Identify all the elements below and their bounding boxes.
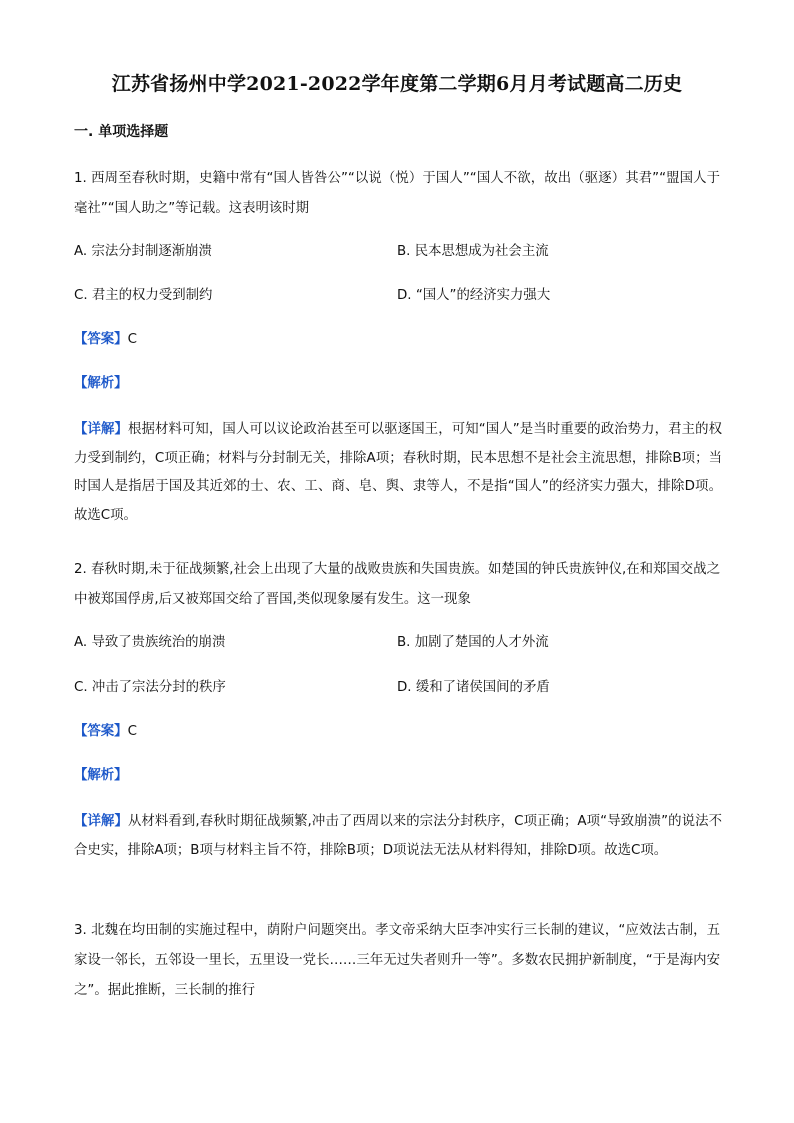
answer-value: C — [127, 332, 137, 347]
detail-tag: 【详解】 — [74, 814, 128, 829]
answer-tag: 【答案】 — [74, 332, 128, 347]
question-3-stem: 3. 北魏在均田制的实施过程中，荫附户问题突出。孝文帝采纳大臣李冲实行三长制的建议，“应效法古制，五家设一邻长，五邻设一里长，五里设一党长……三年无过失者则升一等”。多数农民拥护新制度，“于是海内安之”。据此推断，三长制的推行 — [74, 923, 720, 998]
analysis-tag: 【解析】 — [74, 768, 128, 783]
question-1-detail — [74, 416, 722, 530]
question-1-option-d: D. “国人”的经济实力强大 — [397, 288, 551, 303]
question-2-stem: 2. 春秋时期,未于征战频繁,社会上出现了大量的战败贵族和失国贵族。如楚国的钟氏贵族钟仪,在和郑国交战之中被郑国俘虏,后又被郑国交给了晋国,类似现象屡有发生。这一现象 — [74, 562, 720, 607]
question-2-option-a: A. 导致了贵族统治的崩溃 — [74, 635, 226, 650]
analysis-tag: 【解析】 — [74, 376, 128, 391]
question-1-answer — [74, 330, 137, 350]
section-heading: 一. 单项选择题 — [74, 124, 169, 140]
question-2-option-b: B. 加剧了楚国的人才外流 — [397, 635, 549, 650]
question-1-option-a: A. 宗法分封制逐渐崩溃 — [74, 244, 212, 259]
question-2-option-c: C. 冲击了宗法分封的秩序 — [74, 680, 226, 695]
answer-value: C — [127, 724, 137, 739]
question-2-option-d: D. 缓和了诸侯国间的矛盾 — [397, 680, 550, 695]
question-2-answer — [74, 722, 137, 742]
answer-tag: 【答案】 — [74, 724, 128, 739]
detail-text: 根据材料可知，国人可以议论政治甚至可以驱逐国王，可知“国人”是当时重要的政治势力，君主的权力受到制约，C项正确；材料与分封制无关，排除A项；春秋时期，民本思想不是社会主流思想，排除B项；当时国人是指居于国及其近郊的士、农、工、商、皂、舆、隶等人，不是指“国人”的经济实力强大，排除D项。故选C项。 — [74, 422, 723, 523]
detail-tag: 【详解】 — [74, 422, 128, 437]
question-2-analysis-heading — [74, 766, 128, 786]
question-2-detail — [74, 808, 722, 865]
detail-text: 从材料看到,春秋时期征战频繁,冲击了西周以来的宗法分封秩序，C项正确；A项“导致崩溃”的说法不合史实，排除A项；B项与材料主旨不符，排除B项；D项说法无法从材料得知，排除D项。故选C项。 — [74, 814, 722, 858]
page-title: 江苏省扬州中学2021-2022学年度第二学期6月月考试题高二历史 — [111, 73, 683, 95]
question-1-analysis-heading — [74, 374, 128, 394]
question-1-option-b: B. 民本思想成为社会主流 — [397, 244, 549, 259]
question-1-stem: 1. 西周至春秋时期，史籍中常有“国人皆咎公”“以说（悦）于国人”“国人不欲，故出（驱逐）其君”“盟国人于毫社”“国人助之”等记载。这表明该时期 — [74, 171, 720, 216]
question-1-option-c: C. 君主的权力受到制约 — [74, 288, 213, 303]
